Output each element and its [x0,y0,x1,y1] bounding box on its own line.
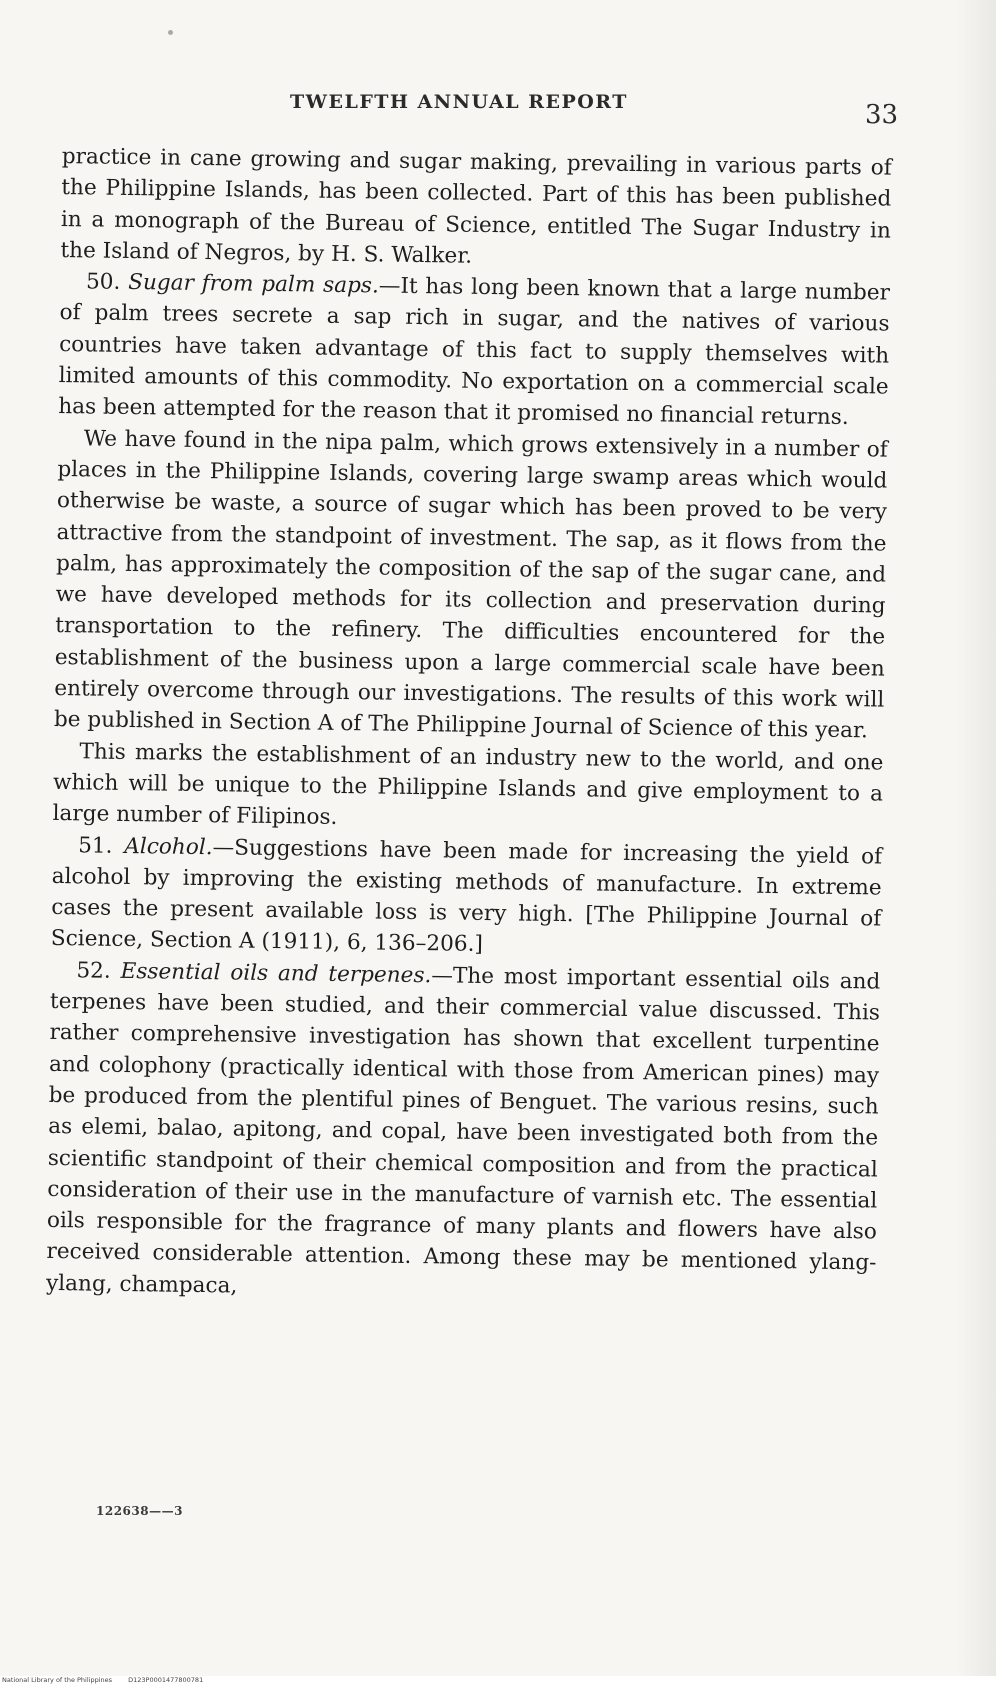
paragraph-nipa-palm: We have found in the nipa palm, which grows extensively in a number of places in the Philippine Islands, covering large swamp areas which would otherwise be waste, a source of sugar which has been proved to be very attractive from the standpoint of investment. The sap, as it flows from the palm, has approximately the composition of the sap of the sugar cane, and we have developed methods for its collection and preservation during transportation to the refinery. The difficulties encountered for the establishment of the business upon a large commercial scale have been entirely overcome through our investigations. The results of this work will be published in Section A of The Philippine Journal of Science of this year. [53,426,888,744]
section-52-paragraph [46,955,881,1311]
page-number: 33 [865,100,899,130]
scan-identifier: D123P0001477800781 [128,1676,204,1684]
section-50-paragraph [58,266,890,434]
page-edge-shadow [956,0,996,1686]
paragraph-continuation: practice in cane growing and sugar making, prevailing in various parts of the Philippine Islands, has been collected. Part of this has been published in a monograph of the Bureau of Science, entitled The Sugar Industry in the Island of Negros, by H. S. Walker. [60,143,892,269]
scan-speck [168,30,173,35]
printer-signature-mark: 122638——3 [96,1504,183,1518]
section-text: —It has long been known that a large number of palm trees secrete a sap rich in sugar, and the natives of various countries have taken advantage of this fact to supply themselves with limited amounts of this commodity. No exportation on a commercial scale has been attempted for the reason that it promised no financial returns. [58,273,891,431]
section-heading: Alcohol. [124,833,213,860]
library-name: National Library of the Philippines [2,1676,113,1684]
section-number: 51. [77,832,113,859]
running-title: TWELFTH ANNUAL REPORT [290,91,628,113]
section-text: —Suggestions have been made for increasing the yield of alcohol by improving the existing methods of manufacture. In extreme cases the present available loss is very high. [The Philippine Journal of Science, Section A (1911), 6, 136–206.] [50,834,883,958]
scan-footer [2,1676,217,1684]
section-number: 50. [85,269,121,296]
section-heading: Essential oils and terpenes. [120,958,432,988]
body-text [46,141,892,1310]
section-51-paragraph [51,829,883,966]
paragraph-industry: This marks the establishment of an industry new to the world, and one which will be unique to the Philippine Islands and give employment to a large number of Filipinos. [52,738,884,831]
section-text: —The most important essential oils and terpenes have been studied, and their commercial value discussed. This rather comprehensive investigation has shown that excellent turpentine and colophony (practically identical with those from American pines) may be produced from the plentiful pines of Benguet. The various resins, such as elemi, balao, apitong, and copal, have been investigated both from the scientific standpoint of their chemical composition and from the practical consideration of their use in the manufacture of varnish etc. The essential oils responsible for the fragrance of many plants and flowers have also received considerable attention. Among these may be mentioned ylang-ylang, champaca, [45,962,881,1299]
section-heading: Sugar from palm saps. [127,270,379,299]
section-number: 52. [76,958,111,984]
